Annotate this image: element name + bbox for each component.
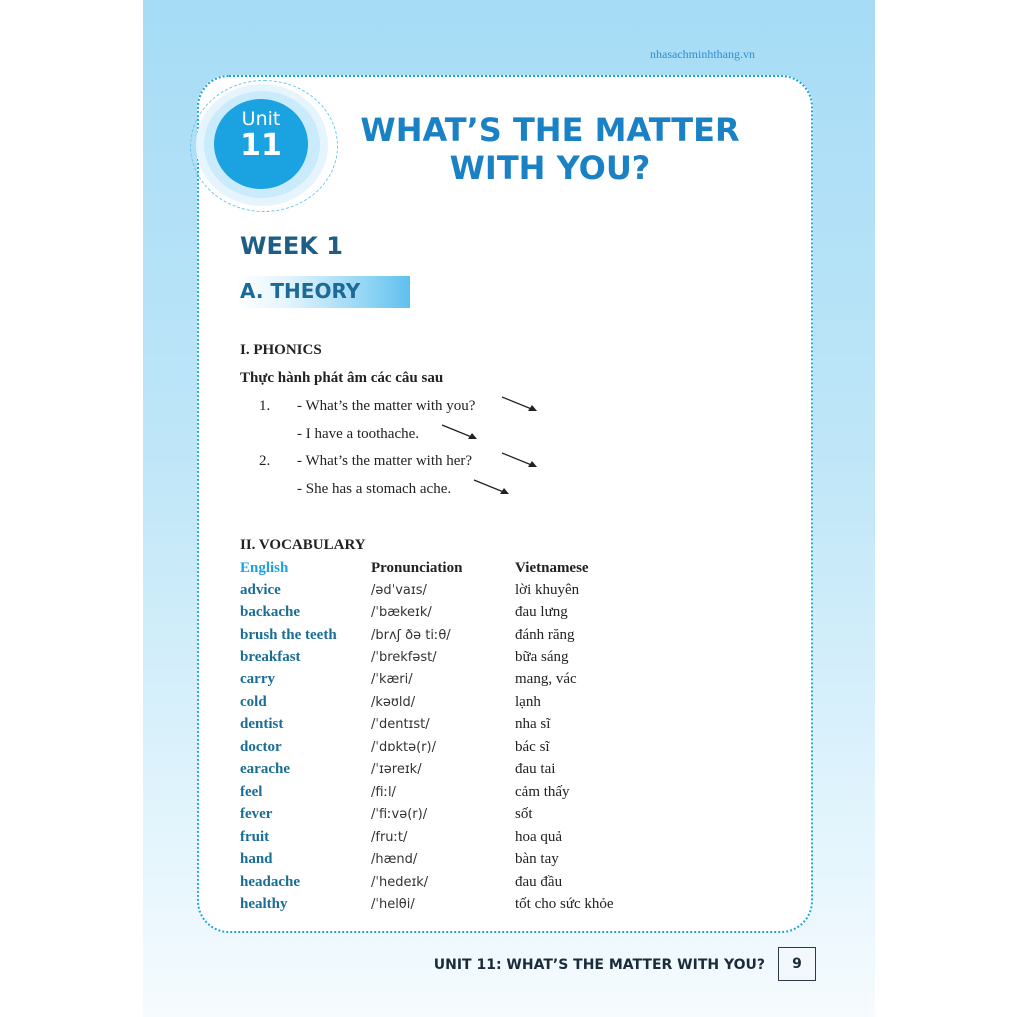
vocab-pronunciation: /ədˈvaɪs/ <box>371 583 427 598</box>
vocab-row <box>240 851 760 873</box>
vocab-pronunciation: /fruːt/ <box>371 830 408 845</box>
phonics-heading: I. PHONICS <box>240 342 322 358</box>
vocab-english: breakfast <box>240 649 301 665</box>
vocab-row <box>240 694 760 716</box>
vocab-pronunciation: /ˈdɒktə(r)/ <box>371 740 436 755</box>
vocab-pronunciation: /ˈbækeɪk/ <box>371 605 432 620</box>
phonics-sentence: - I have a toothache. <box>297 426 420 442</box>
vocab-vietnamese: đau lưng <box>515 604 568 620</box>
vocab-english: earache <box>240 761 290 777</box>
vocab-english: fever <box>240 806 273 822</box>
phonics-item-number: 1. <box>259 398 271 414</box>
vocab-row <box>240 627 760 649</box>
vocab-vietnamese: bác sĩ <box>515 739 550 755</box>
falling-intonation-arrow-icon <box>440 422 480 442</box>
unit-label: Unit <box>241 108 281 130</box>
vocab-english: fruit <box>240 829 270 845</box>
vocab-row <box>240 739 760 761</box>
vocab-pronunciation: /brʌʃ ðə tiːθ/ <box>371 628 451 643</box>
phonics-instruction: Thực hành phát âm các câu sau <box>240 370 444 386</box>
vocab-vietnamese: đánh răng <box>515 627 575 643</box>
vocab-pronunciation: /ˈɪəreɪk/ <box>371 762 422 777</box>
vocab-row <box>240 671 760 693</box>
vocab-row <box>240 806 760 828</box>
vocab-row <box>240 582 760 604</box>
vocab-row <box>240 784 760 806</box>
vocab-vietnamese: đau tai <box>515 761 556 777</box>
vocab-vietnamese: hoa quả <box>515 829 563 845</box>
vocab-vietnamese: lời khuyên <box>515 582 580 598</box>
vocab-pronunciation: /fiːl/ <box>371 785 396 800</box>
vocab-vietnamese: bàn tay <box>515 851 559 867</box>
vocab-row <box>240 896 760 918</box>
vocab-row <box>240 604 760 626</box>
vocab-vietnamese: tốt cho sức khỏe <box>515 896 614 912</box>
vocab-row <box>240 829 760 851</box>
phonics-sentence: - What’s the matter with you? <box>297 398 476 414</box>
page-number: 9 <box>778 947 816 981</box>
vocab-row <box>240 761 760 783</box>
vocab-pronunciation: /ˈhedeɪk/ <box>371 875 429 890</box>
vocab-english: carry <box>240 671 275 687</box>
vocab-english: feel <box>240 784 263 800</box>
vocab-pronunciation: /ˈkæri/ <box>371 672 413 687</box>
section-heading: A. THEORY <box>240 279 361 303</box>
phonics-sentence: - She has a stomach ache. <box>297 481 452 497</box>
week-heading: WEEK 1 <box>240 232 343 260</box>
vocab-english: headache <box>240 874 300 890</box>
vocab-pronunciation: /ˈfiːvə(r)/ <box>371 807 428 822</box>
phonics-item-number: 2. <box>259 453 271 469</box>
watermark: nhasachminhthang.vn <box>650 47 755 61</box>
column-header-pronunciation: Pronunciation <box>371 560 463 576</box>
vocab-english: doctor <box>240 739 282 755</box>
vocab-row <box>240 874 760 896</box>
falling-intonation-arrow-icon <box>472 477 512 497</box>
vocab-vietnamese: mang, vác <box>515 671 577 687</box>
vocab-pronunciation: /ˈdentɪst/ <box>371 717 430 732</box>
vocab-vietnamese: nha sĩ <box>515 716 551 732</box>
page-title <box>340 111 760 187</box>
vocab-vietnamese: sốt <box>515 806 533 822</box>
vocab-english: backache <box>240 604 300 620</box>
vocab-row <box>240 716 760 738</box>
vocab-pronunciation: /ˈbrekfəst/ <box>371 650 437 665</box>
column-header-english: English <box>240 560 289 576</box>
vocab-pronunciation: /kəʊld/ <box>371 695 416 710</box>
vocab-english: cold <box>240 694 267 710</box>
vocab-vietnamese: cảm thấy <box>515 784 570 800</box>
vocab-english: brush the teeth <box>240 627 337 643</box>
vocab-pronunciation: /hænd/ <box>371 852 418 867</box>
vocab-vietnamese: lạnh <box>515 694 541 710</box>
title-line-1: WHAT’S THE MATTER <box>360 111 740 149</box>
vocab-english: hand <box>240 851 273 867</box>
falling-intonation-arrow-icon <box>500 450 540 470</box>
title-line-2: WITH YOU? <box>449 149 651 187</box>
footer-unit-title: UNIT 11: WHAT’S THE MATTER WITH YOU? <box>433 957 765 973</box>
vocab-row <box>240 649 760 671</box>
vocabulary-heading: II. VOCABULARY <box>240 537 366 553</box>
column-header-vietnamese: Vietnamese <box>515 560 589 576</box>
unit-badge <box>214 99 308 189</box>
phonics-sentence: - What’s the matter with her? <box>297 453 473 469</box>
vocab-pronunciation: /ˈhelθi/ <box>371 897 415 912</box>
falling-intonation-arrow-icon <box>500 394 540 414</box>
vocab-english: advice <box>240 582 281 598</box>
vocab-english: healthy <box>240 896 288 912</box>
vocab-english: dentist <box>240 716 284 732</box>
unit-number: 11 <box>240 128 282 163</box>
vocab-vietnamese: bữa sáng <box>515 649 569 665</box>
vocab-vietnamese: đau đầu <box>515 874 563 890</box>
